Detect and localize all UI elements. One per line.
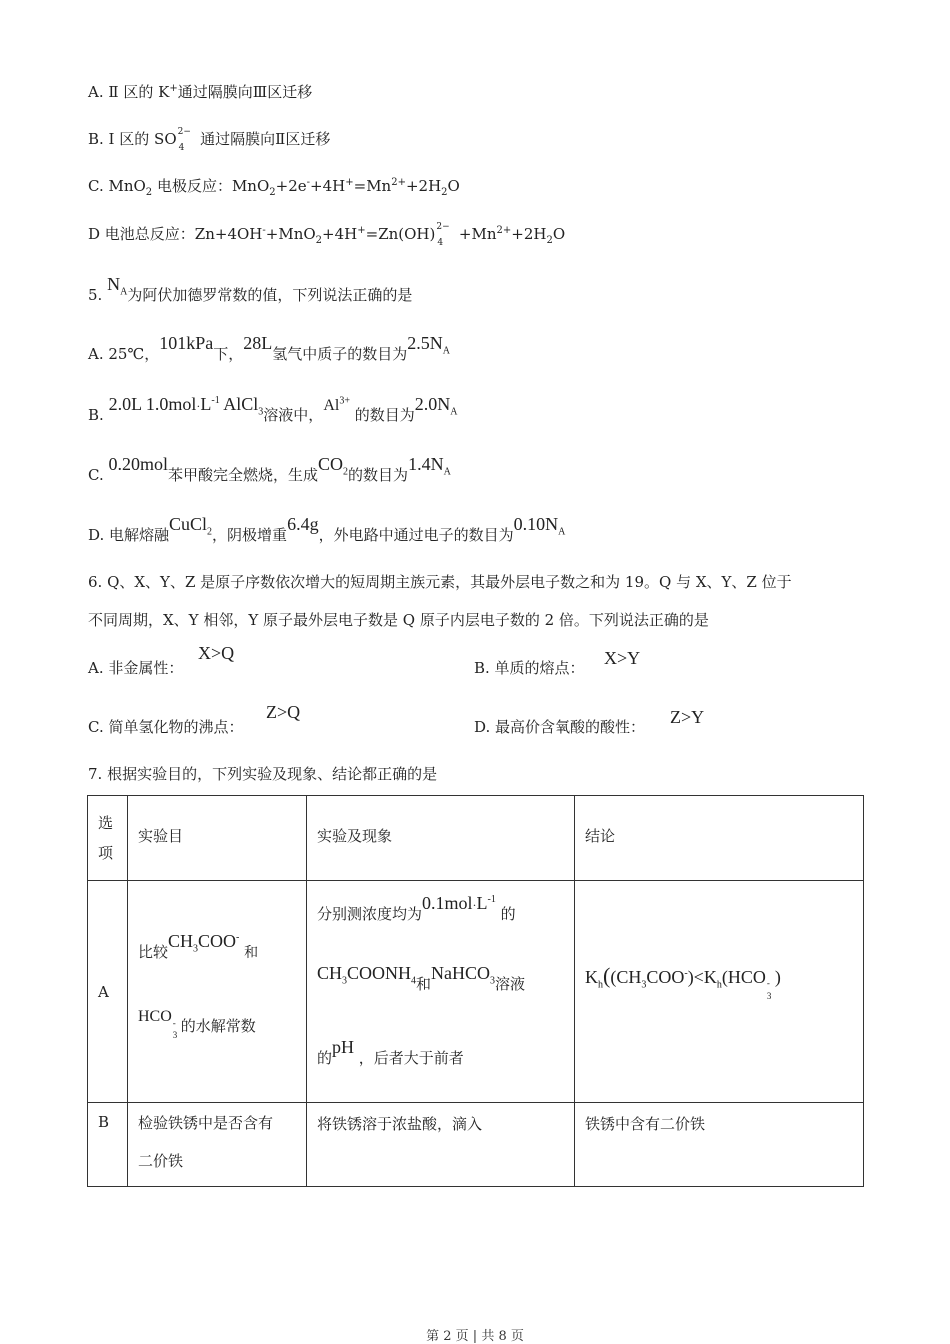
- header-conclusion: 结论: [575, 796, 864, 881]
- table-header-row: [88, 796, 864, 881]
- row-a-conclusion: $K_h((CH_3COO^-)<K_h(HCO$ - 3 ): [575, 881, 864, 1103]
- header-option: 选 项: [88, 796, 128, 881]
- q5-stem: 5. $N_A$为阿伏加德罗常数的值，下列说法正确的是: [88, 274, 413, 304]
- row-b-option: B: [88, 1103, 128, 1187]
- row-b-experiment: 将铁锈溶于浓盐酸，滴入: [307, 1103, 575, 1187]
- q5-option-d: D. 电解熔融CuCl$_2$，阴极增重6.4g，外电路中通过电子的数目为$0.10N_A$: [88, 514, 566, 544]
- q6-option-c: C. 简单氢化物的沸点： Z>Q: [88, 702, 301, 736]
- q6-option-a: A. 非金属性： X>Q: [88, 643, 235, 677]
- table-row-a: [88, 881, 864, 1103]
- experiment-table: [87, 795, 864, 1187]
- q4-option-c: C. MnO$_2$ 电极反应：$MnO_2+2e^-+4H^+=Mn^{2+}+2H_2O$: [88, 177, 460, 198]
- header-experiment: 实验及现象: [307, 796, 575, 881]
- q5-option-c: C. 0.20mol苯甲酸完全燃烧，生成$CO_2$的数目为$1.4N_A$: [88, 454, 451, 484]
- q7-stem: 7. 根据实验目的，下列实验及现象、结论都正确的是: [88, 765, 438, 783]
- row-a-experiment: 分别测浓度均为$0.1mol\cdot L^{-1}$ 的 $CH_3COONH_4$和NaHCO$_3$溶液 的pH ，后者大于前者: [307, 881, 575, 1103]
- q5-option-b: B. 2.0L $1.0mol\cdot L^{-1}$ AlCl$_3$溶液中，$Al^{3+}$ 的数目为$2.0N_A$: [88, 394, 458, 424]
- row-b-purpose: 检验铁锈中是否含有 二价铁: [128, 1103, 307, 1187]
- q4-option-a: A. Ⅱ 区的 K+通过隔膜向Ⅲ区迁移: [88, 83, 313, 101]
- page-footer: 第 2 页 | 共 8 页: [426, 1329, 524, 1344]
- q4-option-d: D 电池总反应：Zn+4OH-+MnO$_2$+4H+=Zn(OH) 2− 4 $+Mn^{2+}+2H_2O$: [88, 222, 566, 248]
- row-a-purpose: 比较$CH_3COO^-$ 和 HCO - 3 的水解常数: [128, 881, 307, 1103]
- header-purpose: 实验目: [128, 796, 307, 881]
- row-a-option: A: [88, 881, 128, 1103]
- q5-option-a: A. 25℃，101kPa下，28L氢气中质子的数目为$2.5N_A$: [88, 333, 451, 363]
- q6-option-d: D. 最高价含氧酸的酸性： Z>Y: [474, 707, 705, 736]
- q6-stem-line1: 6. Q、X、Y、Z 是原子序数依次增大的短周期主族元素，其最外层电子数之和为 19。Q 与 X、Y、Z 位于: [88, 573, 792, 591]
- table-row-b: [88, 1103, 864, 1187]
- q4-option-b: B. Ⅰ 区的 SO 2− 4 通过隔膜向Ⅱ区迁移: [88, 127, 331, 153]
- row-b-conclusion: 铁锈中含有二价铁: [575, 1103, 864, 1187]
- q6-option-b: B. 单质的熔点： X>Y: [474, 648, 641, 677]
- q6-stem-line2: 不同周期，X、Y 相邻，Y 原子最外层电子数是 Q 原子内层电子数的 2 倍。下列说法正确的是: [88, 611, 709, 629]
